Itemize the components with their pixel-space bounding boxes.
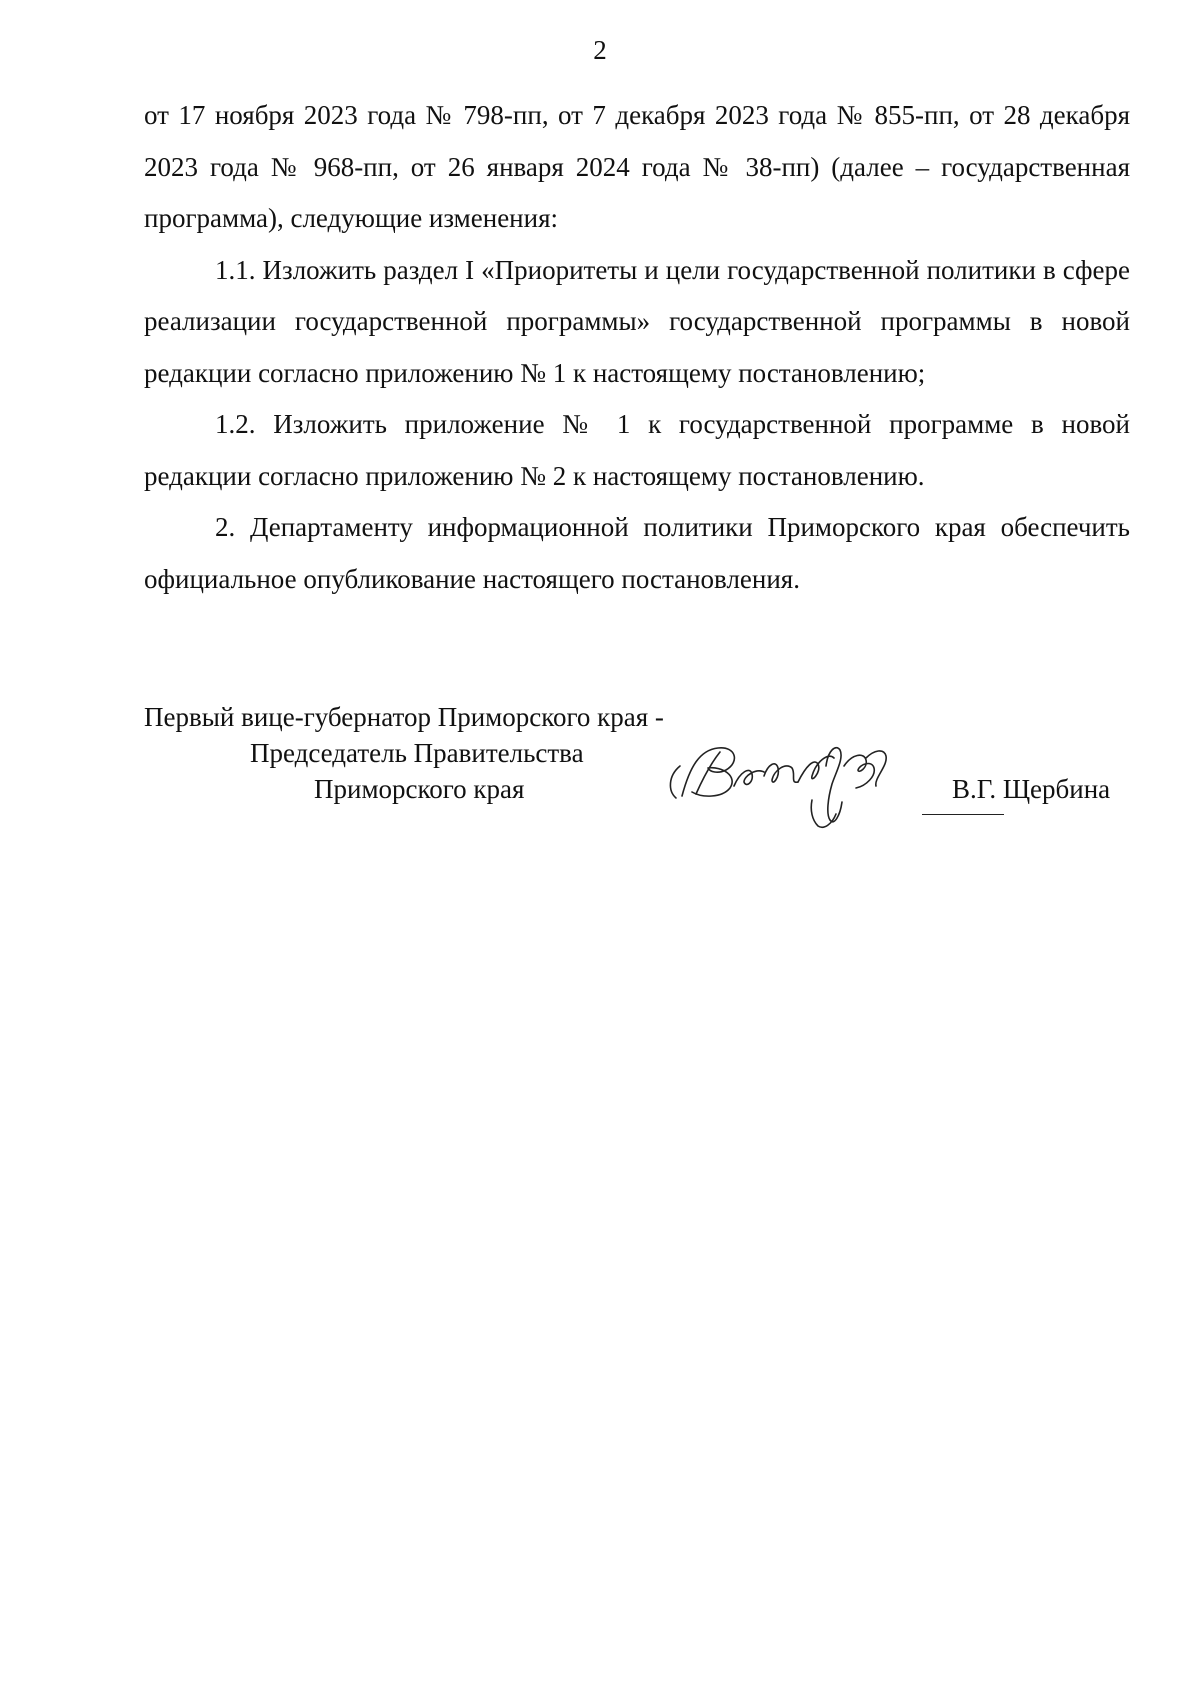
page-number: 2 [593, 35, 607, 65]
signatory-name: В.Г. Щербина [952, 774, 1111, 804]
paragraph-item-1-1: 1.1. Изложить раздел I «Приоритеты и цели государственной политики в сфере реализации государственной программы» государственной программы в новой редакции согласно приложению № 1 к настоящему постановлению; [144, 254, 1130, 388]
signatory-position-line-2: Председатель Правительства [250, 738, 584, 768]
signatory-position-line-3: Приморского края [314, 774, 525, 804]
document-body [144, 90, 1130, 605]
signature-block [144, 700, 1130, 840]
signatory-position-line-1: Первый вице-губернатор Приморского края - [144, 702, 664, 732]
signature-underline [922, 814, 1004, 815]
paragraph-item-1-2: 1.2. Изложить приложение № 1 к государственной программе в новой редакции согласно приложению № 2 к настоящему постановлению. [144, 409, 1130, 491]
handwritten-signature [660, 736, 960, 846]
paragraph-continuation: от 17 ноября 2023 года № 798-пп, от 7 декабря 2023 года № 855-пп, от 28 декабря 2023 года № 968-пп, от 26 января 2024 года № 38-пп) (далее – государственная программа), следующие изменения: [144, 100, 1130, 233]
paragraph-item-2: 2. Департаменту информационной политики Приморского края обеспечить официальное опубликование настоящего постановления. [144, 512, 1130, 594]
